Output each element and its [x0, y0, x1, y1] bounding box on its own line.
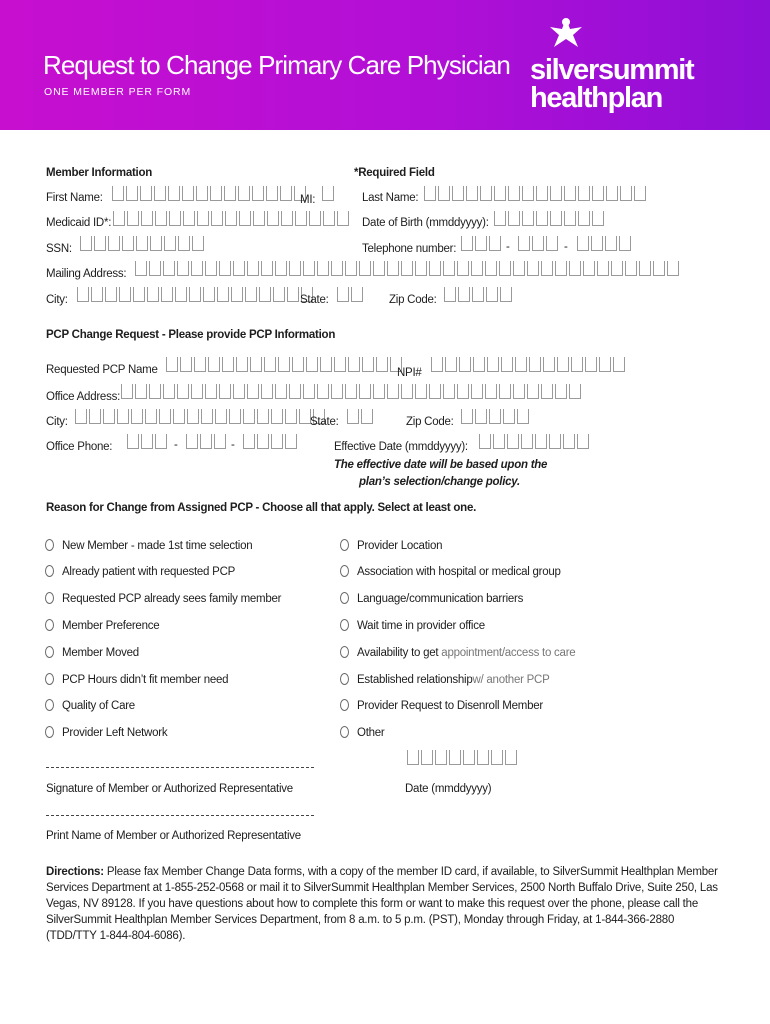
reason-established-text: w/ another PCP — [472, 674, 550, 686]
reason-pcp-hours-radio[interactable] — [45, 673, 54, 685]
pcp-request-heading: PCP Change Request - Please provide PCP Information — [46, 329, 336, 341]
telephone-prefix[interactable] — [518, 236, 560, 253]
office-phone-label: Office Phone: — [46, 441, 113, 453]
silversummit-logo — [530, 16, 730, 116]
telephone-label: Telephone number: — [362, 243, 457, 255]
effective-date-field[interactable] — [479, 434, 591, 451]
reason-quality-of-care-radio[interactable] — [45, 699, 54, 711]
npi-label: NPI# — [397, 367, 422, 379]
reason-provider-location-radio[interactable] — [340, 539, 349, 551]
logo-text-silversummit: silversummit — [530, 54, 694, 86]
member-info-heading: Member Information — [46, 167, 153, 179]
reason-option-label: Member Preference — [62, 620, 160, 632]
required-field-note: *Required Field — [354, 167, 435, 179]
reason-option-label: Provider Request to Disenroll Member — [357, 700, 543, 712]
reason-availability-radio[interactable] — [340, 646, 349, 658]
office-address-label: Office Address: — [46, 391, 121, 403]
office-phone-dash: - — [174, 439, 178, 451]
star-person-icon — [546, 16, 586, 56]
reason-option-label: Provider Left Network — [62, 727, 168, 739]
signature-date-field[interactable] — [407, 750, 519, 767]
reason-left-network-radio[interactable] — [45, 726, 54, 738]
reason-wait-time-radio[interactable] — [340, 619, 349, 631]
reason-option-label: Member Moved — [62, 647, 139, 659]
reason-option-label: Provider Location — [357, 540, 443, 552]
zip-label: Zip Code: — [389, 294, 437, 306]
reason-provider-disenroll-radio[interactable] — [340, 699, 349, 711]
reason-member-preference-radio[interactable] — [45, 619, 54, 631]
mi-label: MI: — [300, 194, 316, 206]
office-phone-prefix[interactable] — [186, 434, 228, 451]
telephone-area-code[interactable] — [461, 236, 503, 253]
reason-option-label — [357, 674, 550, 686]
reason-other-radio[interactable] — [340, 726, 349, 738]
office-phone-dash: - — [231, 439, 235, 451]
directions-text: Please fax Member Change Data forms, with a copy of the member ID card, if available, to SilverSummit Healthplan Member Services Department at 1-855-252-0568 or mail it to SilverSummit Healthplan Member Services, 2500 North Buffalo Drive, Suite 250, Las Vegas, NV 89128. If you have questions about how to complete this form or want to make this request over the phone, please call the SilverSummit Healthplan Member Services Department, from 8 a.m. to 5 p.m. (PST), Monday through Friday, at 1-844-366-2880 (TDD/TTY 1-844-804-6086). — [46, 866, 718, 942]
header-banner — [0, 0, 770, 130]
reason-option-label: Language/communication barriers — [357, 593, 524, 605]
reason-option-label — [357, 647, 575, 659]
reason-hospital-association-radio[interactable] — [340, 565, 349, 577]
reason-option-label: New Member - made 1st time selection — [62, 540, 253, 552]
requested-pcp-field[interactable] — [166, 357, 404, 374]
reason-option-label: Association with hospital or medical group — [357, 566, 561, 578]
reason-option-label: PCP Hours didn’t fit member need — [62, 674, 229, 686]
reason-option-label: Already patient with requested PCP — [62, 566, 236, 578]
signature-label: Signature of Member or Authorized Representative — [46, 783, 293, 795]
directions-label: Directions: — [46, 866, 104, 878]
form-subtitle: ONE MEMBER PER FORM — [44, 86, 192, 98]
reason-availability-text: appointment/access to care — [441, 647, 576, 659]
medicaid-id-field[interactable] — [113, 211, 351, 228]
office-phone-line-number[interactable] — [243, 434, 299, 451]
reason-established-relationship-radio[interactable] — [340, 673, 349, 685]
reason-established-text: Established relationship — [357, 674, 473, 686]
dob-label: Date of Birth (mmddyyyy): — [362, 217, 489, 229]
office-zip-label: Zip Code: — [406, 416, 454, 428]
reason-member-moved-radio[interactable] — [45, 646, 54, 658]
office-state-label: State: — [310, 416, 339, 428]
reason-option-label: Other — [357, 727, 385, 739]
telephone-dash: - — [564, 241, 568, 253]
office-phone-area-code[interactable] — [127, 434, 169, 451]
reason-new-member-radio[interactable] — [45, 539, 54, 551]
zip-field[interactable] — [444, 287, 514, 304]
mailing-address-field[interactable] — [135, 261, 681, 278]
last-name-field[interactable] — [424, 186, 648, 203]
medicaid-id-label: Medicaid ID*: — [46, 217, 112, 229]
mi-field[interactable] — [322, 186, 336, 203]
print-name-line[interactable] — [46, 815, 314, 816]
telephone-dash: - — [506, 241, 510, 253]
last-name-label: Last Name: — [362, 192, 419, 204]
print-name-label: Print Name of Member or Authorized Representative — [46, 830, 301, 842]
reason-availability-text: Availability to get — [357, 647, 439, 659]
requested-pcp-label: Requested PCP Name — [46, 364, 158, 376]
npi-field[interactable] — [431, 357, 627, 374]
office-zip-field[interactable] — [461, 409, 531, 426]
first-name-field[interactable] — [112, 186, 308, 203]
reason-option-label: Wait time in provider office — [357, 620, 485, 632]
directions-paragraph — [46, 864, 726, 944]
office-city-field[interactable] — [75, 409, 327, 426]
effective-date-label: Effective Date (mmddyyyy): — [334, 441, 468, 453]
state-label: State: — [300, 294, 329, 306]
effective-date-note: plan’s selection/change policy. — [359, 476, 520, 488]
reason-already-patient-radio[interactable] — [45, 565, 54, 577]
ssn-label: SSN: — [46, 243, 72, 255]
ssn-field[interactable] — [80, 236, 206, 253]
office-address-field[interactable] — [121, 384, 583, 401]
reason-option-label: Quality of Care — [62, 700, 135, 712]
reason-sees-family-radio[interactable] — [45, 592, 54, 604]
state-field[interactable] — [337, 287, 365, 304]
telephone-line-number[interactable] — [577, 236, 633, 253]
reason-language-barrier-radio[interactable] — [340, 592, 349, 604]
office-city-label: City: — [46, 416, 68, 428]
city-field[interactable] — [77, 287, 315, 304]
effective-date-note: The effective date will be based upon the — [334, 459, 548, 471]
dob-field[interactable] — [494, 211, 606, 228]
city-label: City: — [46, 294, 68, 306]
logo-text-healthplan: healthplan — [530, 82, 663, 114]
signature-line[interactable] — [46, 767, 314, 768]
reason-option-label: Requested PCP already sees family member — [62, 593, 282, 605]
reason-heading: Reason for Change from Assigned PCP - Choose all that apply. Select at least one. — [46, 502, 477, 514]
office-state-field[interactable] — [347, 409, 375, 426]
signature-date-label: Date (mmddyyyy) — [405, 783, 492, 795]
first-name-label: First Name: — [46, 192, 103, 204]
mailing-address-label: Mailing Address: — [46, 268, 127, 280]
form-title: Request to Change Primary Care Physician — [43, 50, 510, 80]
